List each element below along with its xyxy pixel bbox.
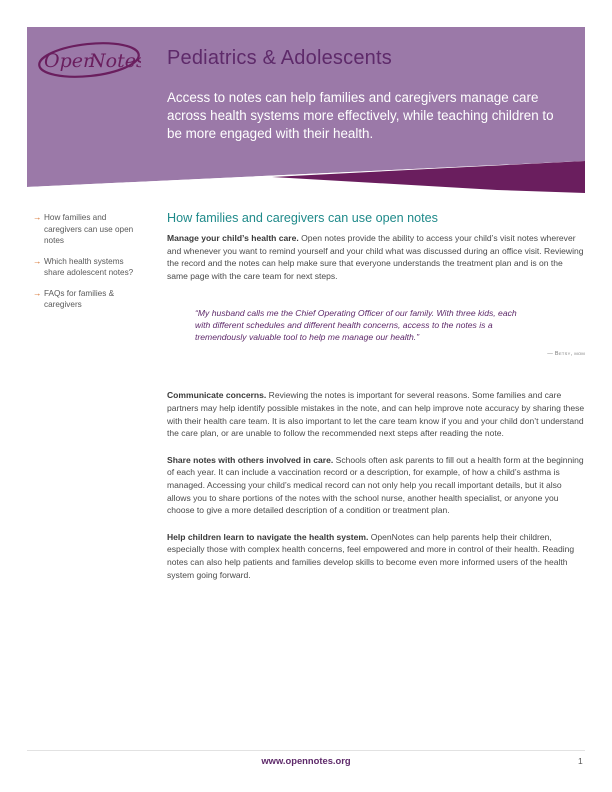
section-heading: How families and caregivers can use open notes [167, 211, 438, 225]
sidebar-item-how-families[interactable] [33, 212, 138, 247]
paragraph-help-children [167, 531, 585, 581]
paragraph-body: Open notes provide the ability to access your child’s visit notes wherever and whenever you want to remind yourself and your child what was discussed during an office visit. Reviewing the record and the notes can help make sure that everyone understands the treatment plan and is on the same page with the care team for next steps. [167, 233, 584, 281]
quote-attribution: — Betsy, mom [547, 351, 585, 358]
sidebar-nav [33, 212, 138, 320]
arrow-right-icon: → [33, 212, 42, 222]
paragraph-communicate [167, 389, 585, 439]
opennotes-logo [37, 41, 141, 79]
paragraph-body: OpenNotes can help parents help their children, especially those with complex health concerns, feel empowered and more in control of their health. Reading notes can also help patients and families develop skills to become even more informed users of the health system going forward. [167, 531, 575, 580]
sidebar-item-label: Which health systems share adolescent notes? [44, 256, 134, 277]
page-subtitle: Access to notes can help families and caregivers manage care across health systems more effectively, while teaching children to be more engaged with their health. [167, 90, 554, 141]
paragraph-share-notes [167, 454, 585, 517]
paragraph-manage-care [167, 232, 585, 282]
sidebar-item-label: How families and caregivers can use open notes [44, 213, 134, 245]
sidebar-item-which-systems[interactable] [33, 256, 138, 279]
page-title: Pediatrics & Adolescents [167, 47, 392, 69]
paragraph-lead: Share notes with others involved in care. [167, 454, 334, 465]
paragraph-body: Reviewing the notes is important for several reasons. Some families and care partners may help identify possible mistakes in the note, and can help improve note accuracy by sharing these with their health care team. It is also important to let the care team know if you and your child don’t understand the care plan, or are unable to follow the recommended next steps after reading the note. [167, 390, 585, 439]
arrow-right-icon: → [33, 255, 42, 266]
svg-text:Open: Open [44, 50, 96, 72]
paragraph-lead: Help children learn to navigate the health system. [167, 531, 369, 542]
logo-icon [37, 41, 141, 79]
paragraph-lead: Communicate concerns. [167, 390, 267, 401]
paragraph-body: Schools often ask parents to fill out a health form at the beginning of each year. It can include a vaccination record or a description, for example, of how a child’s asthma is managed. Accessing your child’s medical record can not only help you recall important details, but it also allows you to share portions of the notes with the school nurse, another health specialist, or anyone you choose to give a more detailed description of a condition or treatment plan. [167, 454, 584, 516]
main-content [167, 211, 585, 595]
paragraph-lead: Manage your child’s health care. [167, 233, 299, 243]
sidebar-item-faqs[interactable] [33, 288, 138, 311]
arrow-right-icon: → [33, 287, 42, 298]
footer-website-link[interactable]: www.opennotes.org [261, 755, 351, 766]
sidebar-item-label: FAQs for families & caregivers [44, 288, 115, 309]
testimonial-quote: “My husband calls me the Chief Operating Officer of our family. With three kids, each with different schedules and different health concerns, access to the notes is a tremendously valuable tool to help me manage our health.” [195, 308, 517, 342]
page-number: 1 [578, 756, 583, 766]
svg-text:Notes: Notes [89, 50, 141, 72]
footer-divider [27, 750, 585, 751]
